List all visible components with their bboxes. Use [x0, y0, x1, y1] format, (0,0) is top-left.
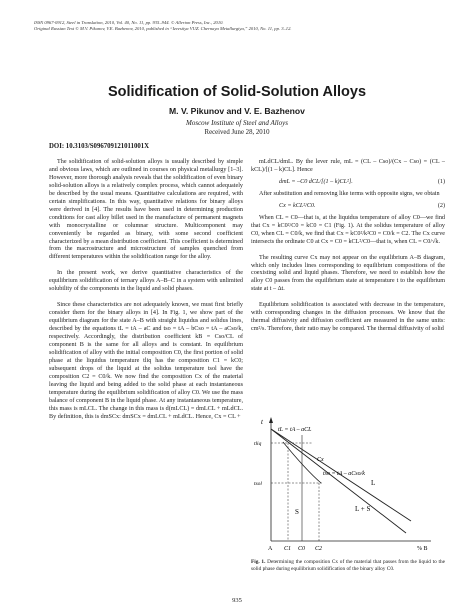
right-column — [251, 159, 445, 334]
journal-header-line2: Original Russian Text © M.V. Pikunov, V.E. Bazhenov, 2010, published in “Izvestiya VUZ. Chernaya Metallurgiya,” 2010, No. 11, pp. 3–12. — [34, 26, 292, 31]
paragraph-intro: The solidification of solid-solution alloys is usually described by simple and obvious laws, which are outlined in courses on physical metallurgy [1–3]. However, more thorough analysis reveals that the solidification of even binary solid-solution alloys is a relatively complex process, which cannot adequately be described by the usual means. Quantitative calculations are required, with certain simplifications. In this way, quantitative relations for binary alloys were derived in [4]. The results have been used in determining production conditions for cast alloy billet used in the manufacture of permanent magnets with monocrystalline or columnar structure. Multicomponent may conveniently be regarded as binary, with some second coefficient characterized by a mean distribution coefficient. This coefficient is determined from the macrostructure and microstructure of samples quenched from different temperatures within the solidification range for the alloy. — [49, 159, 243, 261]
paragraph-lever-rule: mLdCL/dmL. By the lever rule, mL = (CL – Cso)/(Cx – Cso) = (CL – kCL)/[(1 – k)CL]. Hence — [251, 159, 445, 173]
cx-label: Cx — [317, 457, 324, 463]
equation-1 — [251, 179, 445, 187]
solidus-line — [271, 429, 406, 533]
x-label-c0: C0 — [298, 546, 306, 552]
left-column — [49, 159, 243, 422]
paragraph-substitution: After substitution and removing like terms with opposite signs, we obtain — [259, 190, 440, 197]
paragraph-diffusion: Equilibrium solidification is associated with decrease in the temperature, with corresponding changes in the diffusion processes. We know that the thermal diffusivity and diffusion coefficient are measured in the same units: cm²/s. Therefore, their ratio may be compared. The thermal diffusivity of solid — [251, 302, 445, 333]
y-axis-arrow — [269, 417, 273, 423]
liquid-region-label: L — [371, 479, 376, 487]
equation-1-number: (1) — [437, 178, 445, 185]
figure-1-caption-label: Fig. 1. — [251, 559, 266, 565]
tliq-label: tliq — [254, 441, 262, 447]
journal-header — [34, 20, 454, 32]
paragraph-cx-values: When CL = C0—that is, at the liquidus temperature of alloy C0—we find that Cx = kC0²/C0 = kC0 = C1 (Fig. 1). At the solidus temperature of alloy C0, when CL = C0/k, we find that Cx = kC0²/k²C0 = C0/k = C2. The Cx curve intersects the ordinate C0 at Cx = C0 = kCL²/C0—that is, when CL = C0/√k. — [251, 214, 445, 245]
equation-2 — [251, 203, 445, 211]
figure-1-caption — [251, 559, 445, 572]
received-date: Received June 28, 2010 — [204, 129, 270, 136]
paragraph-curve: The resulting curve Cx may not appear on the equilibrium A–B diagram, which only includes lines corresponding to equilibrium compositions of the coexisting solid and liquid phases. Therefore, we need to establish how the alloy C0 passes from the equilibrium state at temperature t to the equilibrium state at t – Δt. — [251, 254, 445, 293]
paragraph-aim: In the present work, we derive quantitative characteristics of the equilibrium solidification of ternary alloys A–B–C in a system with unlimited solubility of the components in the liquid and solid phases. — [49, 270, 243, 293]
article-affiliation: Moscow Institute of Steel and Alloys — [186, 119, 288, 127]
article-title: Solidification of Solid-Solution Alloys — [107, 84, 367, 100]
article-authors: M. V. Pikunov and V. E. Bazhenov — [169, 106, 305, 116]
x-label-b: % B — [417, 546, 428, 552]
y-axis-label: t — [261, 418, 263, 426]
equation-2-number: (2) — [437, 202, 445, 209]
equation-1-formula: dmL = –C0 dCL/[(1 – k)CL²]. — [279, 178, 353, 185]
x-label-c1: C1 — [284, 546, 292, 552]
x-label-a: A — [268, 546, 273, 552]
doi[interactable]: DOI: 10.3103/S096709121011001X — [49, 143, 150, 150]
paragraph-binary: Since these characteristics are not adequately known, we must first briefly consider them for the binary alloys in [4]. In Fig. 1, we show part of the equilibrium diagram for the state A–B with straight liquidus and solidus lines, described by the equations tL = tA – aC and tso = tA – bCso = tA – aCso/k, respectively. Accordingly, the distribution coefficient kB = Cso/CL of component B is the same for all alloys and is constant. In equilibrium solidification of alloy with the initial composition C0, the first portion of solid phase at the liquidus temperature tliq has the composition C1 = kC0; subsequent drops of the liquid at the solidus temperature tsol have the composition C2 = C0/k. We now find the composition Cx of the material leaving the liquid and being added to the solid phase at each instantaneous temperature during the equilibrium solidification of alloy C0. We use the mass balance of component B in the liquid phase. At any instantaneous temperature, this mass is mLCL. The change in this mass is d(mLCL) = dmLCL + mLdCL. By definition, this is dmSCx: dmSCx = dmLCL + mLdCL. Hence, Cx = CL + — [49, 302, 243, 420]
equation-2-formula: Cx = kCL²/C0. — [279, 202, 316, 209]
two-phase-region-label: L + S — [355, 505, 371, 513]
page-number: 935 — [232, 597, 242, 604]
tsol-label: tsol — [254, 481, 262, 487]
figure-1-caption-text: Determining the composition Cx of the material that passes from the liquid to the solid phase during equilibrium solidification of the binary alloy C0. — [251, 559, 445, 572]
x-label-c2: C2 — [315, 546, 323, 552]
journal-header-line1: ISSN 0967-0912, Steel in Translation, 2010, Vol. 40, No. 11, pp. 935–944. © Allerton Press, Inc., 2010. — [34, 20, 224, 25]
solid-region-label: S — [295, 508, 299, 516]
solidus-label: tso = tA – aCso/k — [323, 471, 365, 477]
liquidus-label: tL = tA – aCL — [278, 427, 312, 433]
